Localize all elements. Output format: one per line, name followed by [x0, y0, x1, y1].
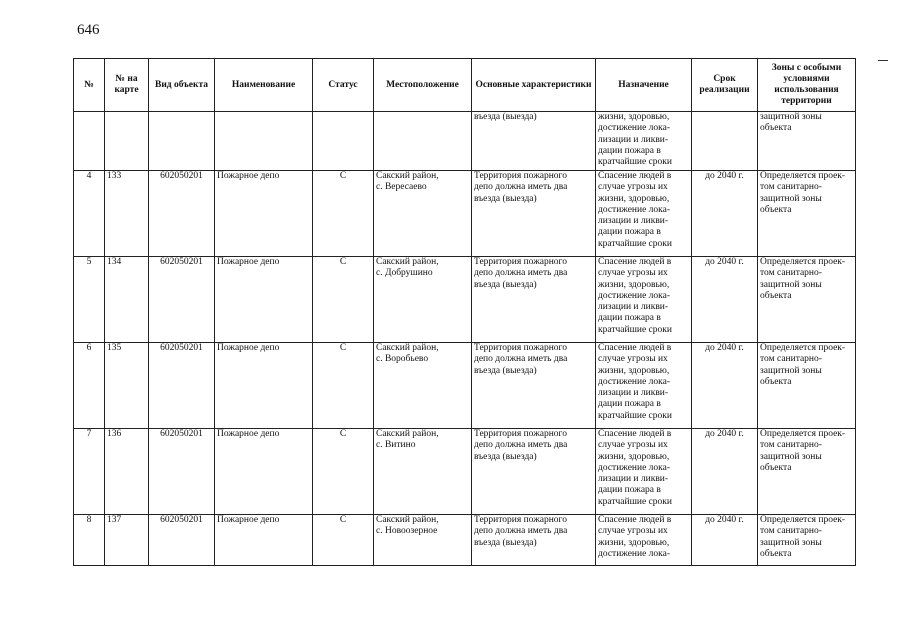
- cell-purpose: [596, 515, 692, 566]
- cell-purpose-line: лизации и ликви-: [598, 388, 669, 399]
- cell-purpose-line: лизации и ликви-: [598, 302, 669, 313]
- cell-zones-line: том санитарно-: [760, 182, 822, 193]
- cell-purpose-line: кратчайшие сроки: [598, 496, 672, 507]
- cell-object-type: 602050201: [149, 343, 215, 429]
- cell-number: 6: [74, 343, 105, 429]
- cell-zones-line: защитной зоны: [760, 193, 822, 204]
- page-number: 646: [77, 22, 100, 38]
- cell-purpose: [596, 429, 692, 515]
- cell-zones-line: Определяется проек-: [760, 257, 846, 267]
- cell-status: С: [313, 343, 374, 429]
- cell-zones-line: Определяется проек-: [760, 515, 846, 525]
- cell-status: [313, 112, 374, 171]
- cell-zones-line: защитной зоны: [760, 451, 822, 462]
- cell-purpose: [596, 112, 692, 171]
- cell-purpose-line: дации пожара в: [598, 145, 661, 156]
- cell-characteristics-line: депо должна иметь два: [474, 354, 568, 365]
- cell-location-line: Сакский район,: [376, 515, 439, 525]
- cell-characteristics-line: депо должна иметь два: [474, 526, 568, 537]
- cell-zones-line: том санитарно-: [760, 440, 822, 451]
- cell-location-line: Сакский район,: [376, 171, 439, 181]
- table-header-row: [74, 59, 856, 112]
- col-header-deadline: Срок реализации: [692, 59, 758, 112]
- cell-characteristics-line: въезда (выезда): [474, 451, 537, 462]
- objects-table: [73, 58, 856, 566]
- cell-number: 7: [74, 429, 105, 515]
- col-header-name: Наименование: [215, 59, 313, 112]
- cell-purpose-line: случае угрозы их: [598, 526, 668, 537]
- cell-purpose-line: достижение лока-: [598, 548, 671, 559]
- table-row: [74, 343, 856, 429]
- cell-zones-line: объекта: [760, 290, 792, 301]
- cell-deadline: до 2040 г.: [692, 257, 758, 343]
- cell-deadline: [692, 112, 758, 171]
- table-row: [74, 429, 856, 515]
- cell-status: С: [313, 257, 374, 343]
- cell-zones-line: Определяется проек-: [760, 429, 846, 439]
- cell-zones-line: том санитарно-: [760, 354, 822, 365]
- cell-name: Пожарное депо: [215, 171, 313, 257]
- table-body: [74, 112, 856, 566]
- col-header-zones: Зоны с особыми условиями использования территории: [758, 59, 856, 112]
- cell-zones: [758, 257, 856, 343]
- cell-purpose-line: достижение лока-: [598, 290, 671, 301]
- table-row: [74, 257, 856, 343]
- cell-purpose-line: достижение лока-: [598, 123, 671, 134]
- cell-name: [215, 112, 313, 171]
- cell-purpose-line: кратчайшие сроки: [598, 238, 672, 249]
- cell-characteristics-line: въезда (выезда): [474, 537, 537, 548]
- cell-deadline: до 2040 г.: [692, 343, 758, 429]
- cell-object-type: 602050201: [149, 171, 215, 257]
- cell-zones-line: объекта: [760, 376, 792, 387]
- cell-location-line: с. Добрушино: [376, 268, 433, 279]
- cell-purpose-line: достижение лока-: [598, 462, 671, 473]
- cell-map-number: 136: [105, 429, 149, 515]
- cell-purpose-line: Спасение людей в: [598, 171, 672, 181]
- cell-purpose-line: Спасение людей в: [598, 429, 672, 439]
- cell-number: 4: [74, 171, 105, 257]
- cell-number: 5: [74, 257, 105, 343]
- cell-purpose-line: лизации и ликви-: [598, 134, 669, 145]
- cell-purpose-line: лизации и ликви-: [598, 216, 669, 227]
- cell-location: [374, 429, 472, 515]
- cell-characteristics-line: Территория пожарного: [474, 515, 567, 525]
- cell-zones-line: том санитарно-: [760, 526, 822, 537]
- cell-location-line: с. Витино: [376, 440, 416, 451]
- cell-characteristics-line: въезда (выезда): [474, 193, 537, 204]
- cell-deadline: до 2040 г.: [692, 171, 758, 257]
- cell-purpose-line: жизни, здоровью,: [598, 279, 670, 290]
- cell-purpose-line: Спасение людей в: [598, 343, 672, 353]
- cell-characteristics-line: депо должна иметь два: [474, 268, 568, 279]
- table-container: [73, 58, 856, 566]
- cell-characteristics: [472, 112, 596, 171]
- cell-location-line: с. Вересаево: [376, 182, 427, 193]
- cell-object-type: 602050201: [149, 429, 215, 515]
- cell-purpose-line: дации пожара в: [598, 485, 661, 496]
- cell-zones: [758, 429, 856, 515]
- cell-purpose-line: дации пожара в: [598, 313, 661, 324]
- cell-number: [74, 112, 105, 171]
- cell-number: 8: [74, 515, 105, 566]
- cell-zones-line: Определяется проек-: [760, 171, 846, 181]
- cell-zones-line: защитной зоны: [760, 112, 822, 122]
- cell-name: Пожарное депо: [215, 515, 313, 566]
- cell-zones: [758, 112, 856, 171]
- cell-purpose-line: жизни, здоровью,: [598, 537, 670, 548]
- cell-deadline: до 2040 г.: [692, 515, 758, 566]
- cell-map-number: 137: [105, 515, 149, 566]
- cell-characteristics-line: въезда (выезда): [474, 365, 537, 376]
- cell-purpose-line: кратчайшие сроки: [598, 324, 672, 335]
- cell-status: С: [313, 171, 374, 257]
- cell-purpose-line: жизни, здоровью,: [598, 112, 670, 122]
- cell-zones-line: защитной зоны: [760, 279, 822, 290]
- col-header-characteristics: Основные характеристики: [472, 59, 596, 112]
- cell-zones-line: объекта: [760, 204, 792, 215]
- cell-purpose-line: достижение лока-: [598, 204, 671, 215]
- cell-location-line: с. Новоозерное: [376, 526, 438, 537]
- cell-characteristics-line: Территория пожарного: [474, 429, 567, 439]
- cell-purpose: [596, 343, 692, 429]
- cell-status: С: [313, 515, 374, 566]
- cell-purpose-line: дации пожара в: [598, 399, 661, 410]
- cell-map-number: 133: [105, 171, 149, 257]
- cell-purpose-line: случае угрозы их: [598, 354, 668, 365]
- cell-characteristics: [472, 343, 596, 429]
- cell-zones-line: объекта: [760, 123, 792, 134]
- cell-characteristics-line: въезда (выезда): [474, 279, 537, 290]
- table-row: [74, 171, 856, 257]
- cell-characteristics-line: депо должна иметь два: [474, 182, 568, 193]
- col-header-status: Статус: [313, 59, 374, 112]
- cell-map-number: [105, 112, 149, 171]
- cell-characteristics-line: Территория пожарного: [474, 343, 567, 353]
- cell-zones-line: объекта: [760, 462, 792, 473]
- cell-location: [374, 257, 472, 343]
- col-header-location: Местоположение: [374, 59, 472, 112]
- cell-name: Пожарное депо: [215, 257, 313, 343]
- cell-location-line: Сакский район,: [376, 257, 439, 267]
- cell-status: С: [313, 429, 374, 515]
- cell-purpose: [596, 257, 692, 343]
- cell-location: [374, 171, 472, 257]
- cell-location-line: Сакский район,: [376, 343, 439, 353]
- cell-zones-line: защитной зоны: [760, 537, 822, 548]
- cell-name: Пожарное депо: [215, 343, 313, 429]
- cell-zones: [758, 171, 856, 257]
- col-header-purpose: Назначение: [596, 59, 692, 112]
- col-header-number: №: [74, 59, 105, 112]
- cell-location: [374, 343, 472, 429]
- cell-purpose-line: кратчайшие сроки: [598, 157, 672, 168]
- cell-characteristics-line: Территория пожарного: [474, 171, 567, 181]
- margin-mark: [878, 60, 888, 61]
- cell-zones-line: Определяется проек-: [760, 343, 846, 353]
- cell-location: [374, 112, 472, 171]
- cell-zones-line: том санитарно-: [760, 268, 822, 279]
- cell-purpose-line: жизни, здоровью,: [598, 193, 670, 204]
- cell-purpose-line: Спасение людей в: [598, 515, 672, 525]
- cell-location-line: Сакский район,: [376, 429, 439, 439]
- cell-characteristics: [472, 429, 596, 515]
- cell-purpose-line: случае угрозы их: [598, 440, 668, 451]
- cell-object-type: [149, 112, 215, 171]
- cell-purpose-line: лизации и ликви-: [598, 474, 669, 485]
- cell-purpose-line: случае угрозы их: [598, 268, 668, 279]
- cell-object-type: 602050201: [149, 515, 215, 566]
- cell-purpose-line: жизни, здоровью,: [598, 451, 670, 462]
- cell-location-line: с. Воробьево: [376, 354, 429, 365]
- cell-purpose-line: случае угрозы их: [598, 182, 668, 193]
- cell-zones-line: защитной зоны: [760, 365, 822, 376]
- cell-purpose-line: жизни, здоровью,: [598, 365, 670, 376]
- cell-characteristics: [472, 257, 596, 343]
- cell-characteristics: [472, 515, 596, 566]
- cell-zones: [758, 343, 856, 429]
- col-header-map-number: № на карте: [105, 59, 149, 112]
- cell-location: [374, 515, 472, 566]
- cell-purpose: [596, 171, 692, 257]
- cell-name: Пожарное депо: [215, 429, 313, 515]
- cell-zones: [758, 515, 856, 566]
- cell-purpose-line: достижение лока-: [598, 376, 671, 387]
- cell-object-type: 602050201: [149, 257, 215, 343]
- table-row-continuation: [74, 112, 856, 171]
- cell-map-number: 135: [105, 343, 149, 429]
- cell-purpose-line: дации пожара в: [598, 227, 661, 238]
- cell-zones-line: объекта: [760, 548, 792, 559]
- col-header-object-type: Вид объекта: [149, 59, 215, 112]
- cell-characteristics-line: Территория пожарного: [474, 257, 567, 267]
- cell-purpose-line: кратчайшие сроки: [598, 410, 672, 421]
- cell-characteristics-line: депо должна иметь два: [474, 440, 568, 451]
- cell-characteristics: [472, 171, 596, 257]
- cell-deadline: до 2040 г.: [692, 429, 758, 515]
- cell-characteristics-line: въезда (выезда): [474, 112, 537, 122]
- table-row: [74, 515, 856, 566]
- cell-purpose-line: Спасение людей в: [598, 257, 672, 267]
- cell-map-number: 134: [105, 257, 149, 343]
